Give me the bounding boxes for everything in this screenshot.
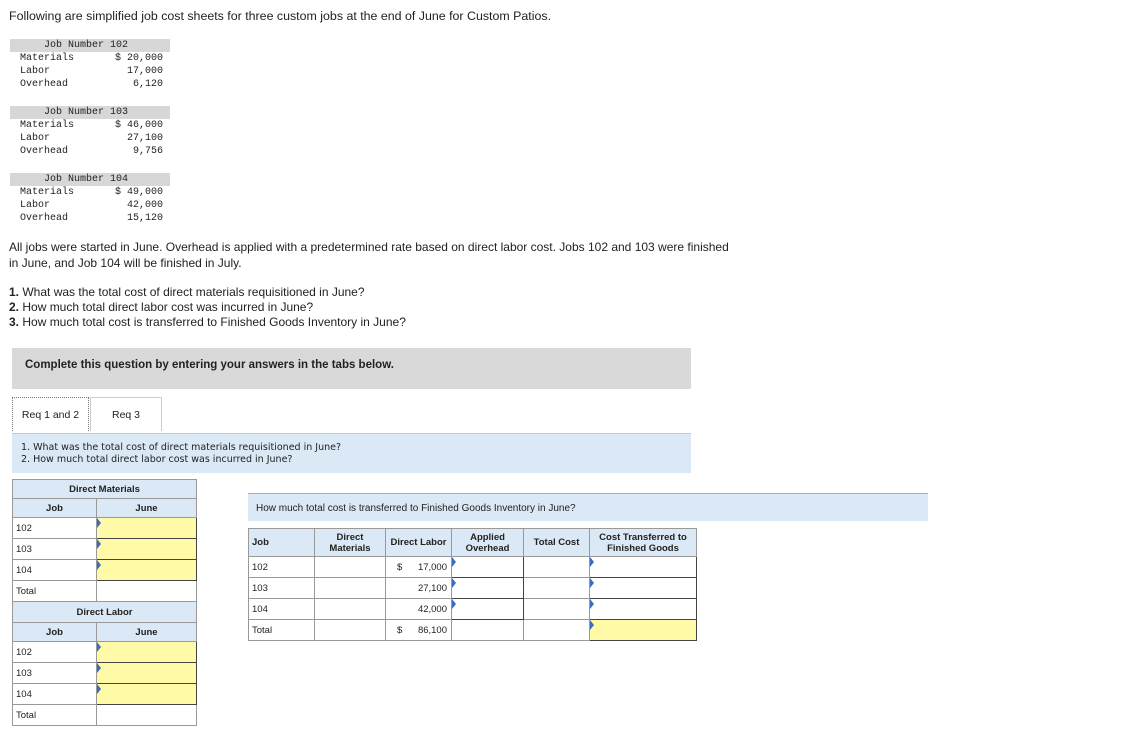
dollar-sign: $ bbox=[397, 561, 403, 573]
instruction-banner bbox=[12, 348, 691, 389]
req3-col-dl: Direct Labor bbox=[386, 529, 452, 557]
req3-dl-cell bbox=[386, 578, 452, 599]
dm-dl-table bbox=[12, 479, 197, 726]
req3-col-oh: Applied Overhead bbox=[452, 529, 524, 557]
req3-ct-input-103[interactable] bbox=[590, 578, 697, 599]
dm-june-input-103[interactable] bbox=[97, 539, 197, 560]
job-sheet-header: Job Number 102 bbox=[10, 39, 170, 52]
row-value: $ 46,000 bbox=[114, 120, 163, 131]
dm-total-value bbox=[97, 581, 197, 602]
req3-tc-cell bbox=[524, 599, 590, 620]
row-label: Overhead bbox=[20, 213, 69, 224]
dl-job-label: 104 bbox=[13, 684, 97, 705]
req3-oh-input-104[interactable] bbox=[452, 599, 524, 620]
req3-question-bar: How much total cost is transferred to Finished Goods Inventory in June? bbox=[248, 493, 928, 521]
row-label: Overhead bbox=[20, 146, 69, 157]
row-label: Labor bbox=[20, 200, 51, 211]
row-label: Materials bbox=[20, 120, 75, 131]
dm-job-label: 102 bbox=[13, 518, 97, 539]
row-label: Materials bbox=[20, 53, 75, 64]
dm-june-input-104[interactable] bbox=[97, 560, 197, 581]
dl-total-label: Total bbox=[13, 705, 97, 726]
row-value: $ 20,000 bbox=[114, 53, 163, 64]
instructions-paragraph: All jobs were started in June. Overhead is applied with a predetermined rate based on direct labor cost. Jobs 102 and 103 were finished in June, and Job 104 will be finished in July. bbox=[9, 240, 729, 270]
dm-job-label: 104 bbox=[13, 560, 97, 581]
job-sheet-header: Job Number 104 bbox=[10, 173, 170, 186]
row-value: 9,756 bbox=[132, 146, 163, 157]
intro-text: Following are simplified job cost sheets for three custom jobs at the end of June for Custom Patios. bbox=[9, 9, 552, 23]
req-question: 1. What was the total cost of direct materials requisitioned in June? bbox=[21, 442, 342, 453]
req3-dm-cell bbox=[315, 578, 386, 599]
req3-col-tc: Total Cost bbox=[524, 529, 590, 557]
dm-total-label: Total bbox=[13, 581, 97, 602]
req3-ct-input-102[interactable] bbox=[590, 557, 697, 578]
req3-dl-cell bbox=[386, 620, 452, 641]
dl-value: 42,000 bbox=[417, 603, 447, 615]
req3-tc-cell bbox=[524, 557, 590, 578]
req3-tc-total bbox=[524, 620, 590, 641]
row-value: 6,120 bbox=[132, 79, 163, 90]
req3-oh-input-103[interactable] bbox=[452, 578, 524, 599]
row-label: Labor bbox=[20, 66, 51, 77]
req3-dm-cell bbox=[315, 557, 386, 578]
dl-col-job: Job bbox=[13, 623, 97, 642]
dl-value: 17,000 bbox=[417, 561, 447, 573]
req3-ct-input-104[interactable] bbox=[590, 599, 697, 620]
question-item: 3. How much total cost is transferred to Finished Goods Inventory in June? bbox=[9, 315, 406, 329]
dm-june-input-102[interactable] bbox=[97, 518, 197, 539]
row-label: Labor bbox=[20, 133, 51, 144]
row-label: Materials bbox=[20, 187, 75, 198]
dl-june-input-104[interactable] bbox=[97, 684, 197, 705]
tab-req-3[interactable]: Req 3 bbox=[90, 397, 162, 431]
req3-job-label: 103 bbox=[249, 578, 315, 599]
req3-ct-total-input[interactable] bbox=[590, 620, 697, 641]
job-sheet-header: Job Number 103 bbox=[10, 106, 170, 119]
dm-col-june: June bbox=[97, 499, 197, 518]
dl-total-value bbox=[97, 705, 197, 726]
req3-oh-input-102[interactable] bbox=[452, 557, 524, 578]
dl-col-june: June bbox=[97, 623, 197, 642]
dl-value: 27,100 bbox=[417, 582, 447, 594]
dl-job-label: 102 bbox=[13, 642, 97, 663]
dl-value: 86,100 bbox=[417, 624, 447, 636]
dl-june-input-102[interactable] bbox=[97, 642, 197, 663]
job-sheet-103 bbox=[10, 106, 170, 158]
row-value: 42,000 bbox=[126, 200, 163, 211]
dl-job-label: 103 bbox=[13, 663, 97, 684]
dm-col-job: Job bbox=[13, 499, 97, 518]
dm-job-label: 103 bbox=[13, 539, 97, 560]
tab-req-1-and-2[interactable]: Req 1 and 2 bbox=[12, 397, 89, 431]
dl-title: Direct Labor bbox=[13, 602, 197, 623]
row-label: Overhead bbox=[20, 79, 69, 90]
banner-text: Complete this question by entering your answers in the tabs below. bbox=[25, 359, 394, 371]
question-item: 1. What was the total cost of direct materials requisitioned in June? bbox=[9, 285, 365, 299]
req3-oh-total bbox=[452, 620, 524, 641]
req3-col-job: Job bbox=[249, 529, 315, 557]
req3-job-label: 104 bbox=[249, 599, 315, 620]
job-sheet-104 bbox=[10, 173, 170, 225]
req3-table bbox=[248, 528, 697, 641]
req3-dl-cell bbox=[386, 557, 452, 578]
req3-dm-cell bbox=[315, 620, 386, 641]
row-value: $ 49,000 bbox=[114, 187, 163, 198]
req3-col-ct: Cost Transferred to Finished Goods bbox=[590, 529, 697, 557]
dm-title: Direct Materials bbox=[13, 480, 197, 499]
dl-june-input-103[interactable] bbox=[97, 663, 197, 684]
req3-tc-cell bbox=[524, 578, 590, 599]
req3-dl-cell bbox=[386, 599, 452, 620]
dollar-sign: $ bbox=[397, 624, 403, 636]
req-question-box bbox=[12, 433, 691, 473]
job-sheet-102 bbox=[10, 39, 170, 91]
row-value: 27,100 bbox=[126, 133, 163, 144]
req3-job-label: 102 bbox=[249, 557, 315, 578]
req3-col-dm: Direct Materials bbox=[315, 529, 386, 557]
req-question: 2. How much total direct labor cost was incurred in June? bbox=[21, 454, 293, 465]
question-item: 2. How much total direct labor cost was incurred in June? bbox=[9, 300, 314, 314]
req3-total-label: Total bbox=[249, 620, 315, 641]
row-value: 17,000 bbox=[126, 66, 163, 77]
row-value: 15,120 bbox=[126, 213, 163, 224]
question-list bbox=[9, 285, 709, 330]
req3-dm-cell bbox=[315, 599, 386, 620]
